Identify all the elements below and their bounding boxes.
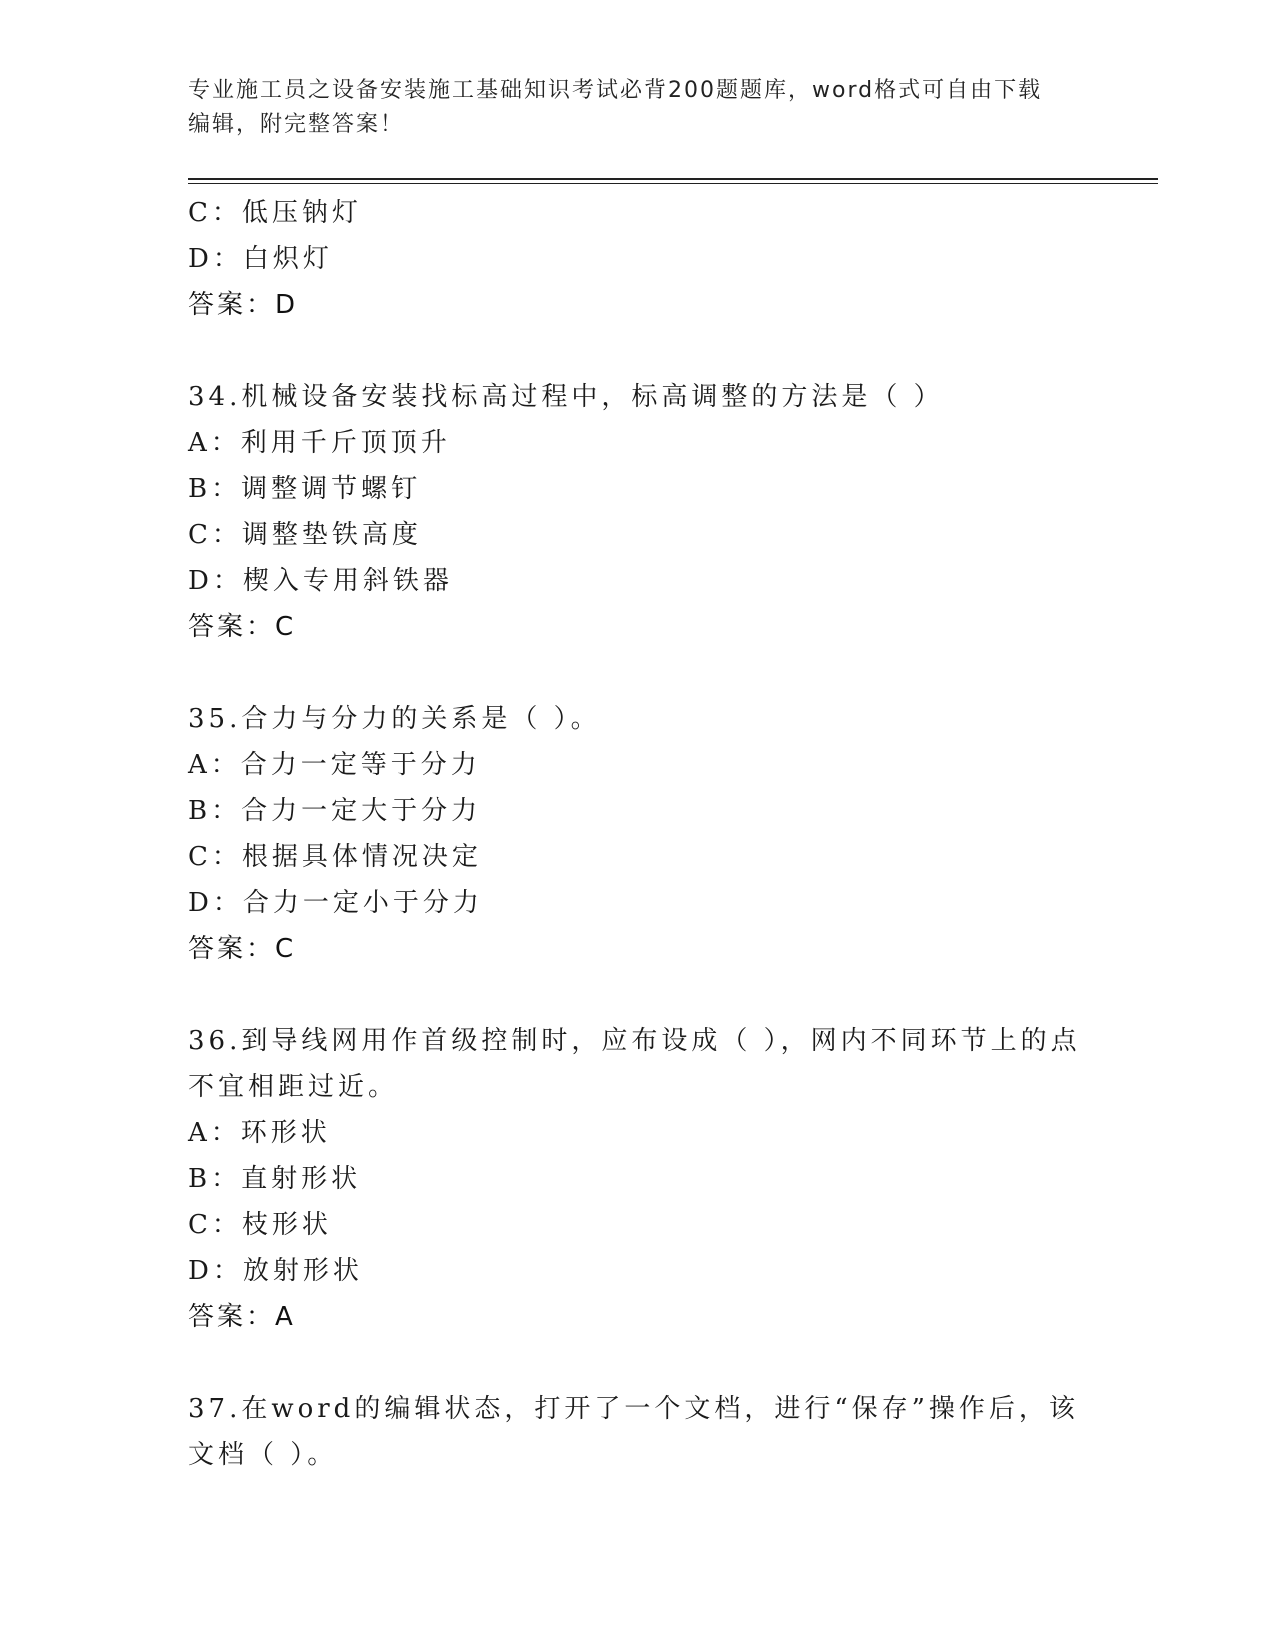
option-a: A：环形状 [188, 1118, 331, 1148]
option-d: D：白炽灯 [188, 244, 333, 274]
option-b: B：直射形状 [188, 1164, 362, 1194]
question-stem: 37.在word的编辑状态，打开了一个文档，进行“保存”操作后，该 [188, 1394, 1079, 1424]
header-divider-thin [188, 183, 1158, 184]
header-title-line-2: 编辑，附完整答案！ [188, 112, 405, 137]
answer-line: 答案：A [188, 1302, 296, 1332]
answer-line: 答案：C [188, 612, 297, 642]
option-d: D：放射形状 [188, 1256, 363, 1286]
option-d: D：合力一定小于分力 [188, 888, 483, 918]
spacer [188, 650, 1088, 696]
option-c: C：枝形状 [188, 1210, 332, 1240]
question-stem: 36.到导线网用作首级控制时，应布设成（ ），网内不同环节上的点 [188, 1026, 1081, 1056]
question-list [188, 190, 1088, 1478]
option-c: C：根据具体情况决定 [188, 842, 482, 872]
option-c: C：调整垫铁高度 [188, 520, 422, 550]
question-stem: 35.合力与分力的关系是（ ）。 [188, 704, 601, 734]
answer-line: 答案：C [188, 934, 297, 964]
question-stem-continued: 文档（ ）。 [188, 1440, 338, 1470]
option-b: B：合力一定大于分力 [188, 796, 482, 826]
question-stem: 34.机械设备安装找标高过程中，标高调整的方法是（ ） [188, 382, 944, 412]
spacer [188, 1340, 1088, 1386]
option-a: A：合力一定等于分力 [188, 750, 481, 780]
option-c: C：低压钠灯 [188, 198, 362, 228]
spacer [188, 972, 1088, 1018]
option-d: D：楔入专用斜铁器 [188, 566, 453, 596]
header-divider-thick [188, 178, 1158, 180]
option-a: A：利用千斤顶顶升 [188, 428, 451, 458]
answer-line: 答案：D [188, 290, 299, 320]
header-title-line-1: 专业施工员之设备安装施工基础知识考试必背200题题库，word格式可自由下载 [188, 78, 1043, 103]
question-stem-continued: 不宜相距过近。 [188, 1072, 399, 1102]
document-header [188, 74, 1088, 142]
spacer [188, 328, 1088, 374]
option-b: B：调整调节螺钉 [188, 474, 422, 504]
